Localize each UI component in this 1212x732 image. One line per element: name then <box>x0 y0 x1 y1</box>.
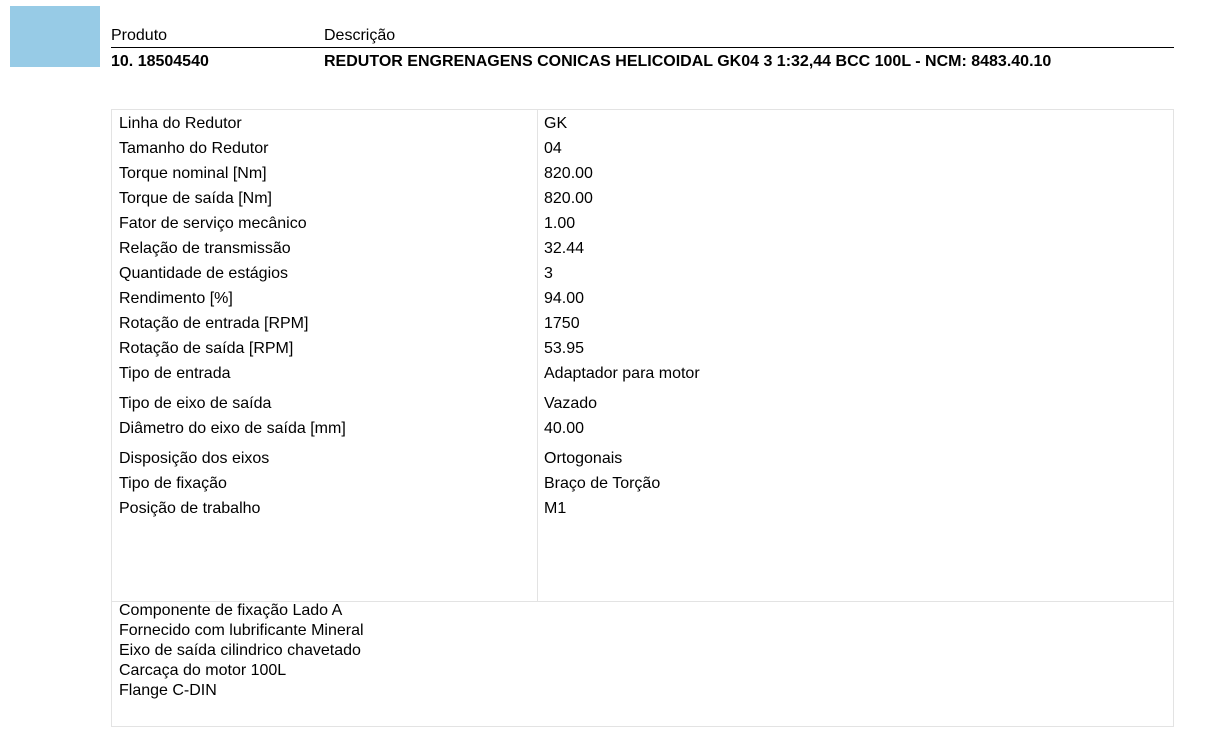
spec-label: Relação de transmissão <box>119 240 291 257</box>
spec-row <box>112 314 1173 334</box>
spec-label: Quantidade de estágios <box>119 265 289 282</box>
spec-row <box>112 499 1173 519</box>
spec-row <box>112 289 1173 309</box>
header-divider <box>111 47 1174 48</box>
spec-row <box>112 139 1173 159</box>
spec-row <box>112 189 1173 209</box>
spec-row <box>112 339 1173 359</box>
spec-row <box>112 364 1173 384</box>
spec-label: Disposição dos eixos <box>119 450 270 467</box>
spec-row <box>112 114 1173 134</box>
spec-label: Diâmetro do eixo de saída [mm] <box>119 420 346 437</box>
description-column-label: Descrição <box>324 27 396 44</box>
spec-label: Torque nominal [Nm] <box>119 165 267 182</box>
spec-value: 32.44 <box>544 240 585 257</box>
spec-row <box>112 419 1173 439</box>
spec-row <box>112 214 1173 234</box>
note-line: Eixo de saída cilindrico chavetado <box>119 642 361 659</box>
spec-value: GK <box>544 115 568 132</box>
company-logo <box>10 6 100 67</box>
spec-label: Rendimento [%] <box>119 290 233 307</box>
spec-row <box>112 449 1173 469</box>
spec-row <box>112 394 1173 414</box>
note-line: Fornecido com lubrificante Mineral <box>119 622 364 639</box>
spec-label: Rotação de entrada [RPM] <box>119 315 309 332</box>
note-line: Carcaça do motor 100L <box>119 662 287 679</box>
spec-value: 40.00 <box>544 420 585 437</box>
spec-row <box>112 239 1173 259</box>
spec-label: Tamanho do Redutor <box>119 140 269 157</box>
spec-label: Tipo de entrada <box>119 365 231 382</box>
product-column-label: Produto <box>111 27 168 44</box>
spec-label: Torque de saída [Nm] <box>119 190 272 207</box>
spec-value: 53.95 <box>544 340 585 357</box>
spec-label: Linha do Redutor <box>119 115 242 132</box>
spec-value: 3 <box>544 265 553 282</box>
product-code: 10. 18504540 <box>111 53 209 70</box>
spec-value: 04 <box>544 140 562 157</box>
spec-value: Adaptador para motor <box>544 365 700 382</box>
spec-row <box>112 474 1173 494</box>
spec-value: M1 <box>544 500 567 517</box>
note-line: Componente de fixação Lado A <box>119 602 343 619</box>
spec-table <box>111 109 1174 727</box>
note-line: Flange C-DIN <box>119 682 217 699</box>
spec-value: 820.00 <box>544 165 593 182</box>
spec-label: Fator de serviço mecânico <box>119 215 307 232</box>
spec-value: 820.00 <box>544 190 593 207</box>
spec-value: 1.00 <box>544 215 576 232</box>
spec-row <box>112 264 1173 284</box>
spec-value: Braço de Torção <box>544 475 661 492</box>
spec-label: Rotação de saída [RPM] <box>119 340 294 357</box>
spec-label: Tipo de eixo de saída <box>119 395 272 412</box>
spec-value: Vazado <box>544 395 598 412</box>
spec-label: Posição de trabalho <box>119 500 261 517</box>
notes-section <box>119 601 364 701</box>
product-description: REDUTOR ENGRENAGENS CONICAS HELICOIDAL GK04 3 1:32,44 BCC 100L - NCM: 8483.40.10 <box>324 53 1052 70</box>
spec-value: 94.00 <box>544 290 585 307</box>
spec-row <box>112 164 1173 184</box>
spec-value: 1750 <box>544 315 580 332</box>
spec-value: Ortogonais <box>544 450 623 467</box>
spec-label: Tipo de fixação <box>119 475 227 492</box>
